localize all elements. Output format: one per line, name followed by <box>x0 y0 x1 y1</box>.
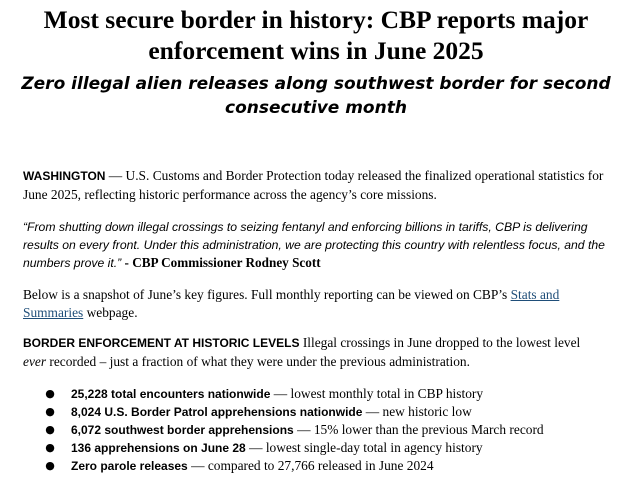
bullet-icon: ● <box>45 387 55 400</box>
dateline: WASHINGTON <box>23 169 106 183</box>
bullet-text: — lowest single-day total in agency history <box>245 440 483 455</box>
bullet-icon: ● <box>45 459 55 472</box>
bullet-bold: 136 apprehensions on June 28 <box>71 441 246 455</box>
headline: Most secure border in history: CBP reports major enforcement wins in June 2025 <box>43 5 589 65</box>
snapshot-text-end: webpage. <box>83 304 138 320</box>
section-heading: BORDER ENFORCEMENT AT HISTORIC LEVELS <box>23 336 300 350</box>
bullet-text: — compared to 27,766 released in June 2024 <box>187 458 434 473</box>
list-item <box>40 439 615 457</box>
bullet-text: — 15% lower than the previous March record <box>293 422 544 437</box>
list-item <box>40 457 615 475</box>
section-emphasis: ever <box>23 353 47 369</box>
list-item <box>40 403 615 421</box>
bullet-bold: 25,228 total encounters nationwide <box>71 387 271 401</box>
section-paragraph <box>23 334 605 370</box>
list-item <box>40 421 615 439</box>
bullet-text: — lowest monthly total in CBP history <box>270 386 484 401</box>
stats-and-summaries-link[interactable]: Stats and Summaries <box>23 287 560 320</box>
subheadline: Zero illegal alien releases along southwest border for second consecutive month <box>21 74 611 118</box>
bullet-icon: ● <box>45 441 55 454</box>
section-text: Illegal crossings in June dropped to the lowest level <box>299 335 581 350</box>
bullet-icon: ● <box>45 405 55 418</box>
quote-attribution: CBP Commissioner Rodney Scott <box>132 255 321 270</box>
bullet-bold: 8,024 U.S. Border Patrol apprehensions nationwide <box>71 405 363 419</box>
quote-text: “From shutting down illegal crossings to seizing fentanyl and enforcing billions in tariffs, CBP is delivering results on every front. Under this administration, we are protecting this country with relentless focus, and the numbers prove it.” <box>23 220 605 270</box>
bullet-text: — new historic low <box>362 404 472 419</box>
snapshot-paragraph <box>23 286 605 321</box>
key-figures-list <box>40 385 615 475</box>
section-text-end: recorded – just a fraction of what they were under the previous administration. <box>46 353 470 369</box>
bullet-icon: ● <box>45 423 55 436</box>
intro-paragraph <box>23 167 605 203</box>
snapshot-text: Below is a snapshot of June’s key figures. Full monthly reporting can be viewed on CBP’s <box>23 287 511 302</box>
quote-separator: - <box>121 255 133 270</box>
intro-text: — U.S. Customs and Border Protection today released the finalized operational statistics for June 2025, reflecting historic performance across the agency’s core missions. <box>23 168 604 202</box>
quote-paragraph <box>23 218 605 272</box>
bullet-bold: Zero parole releases <box>71 459 188 473</box>
bullet-bold: 6,072 southwest border apprehensions <box>71 423 294 437</box>
list-item <box>40 385 615 403</box>
